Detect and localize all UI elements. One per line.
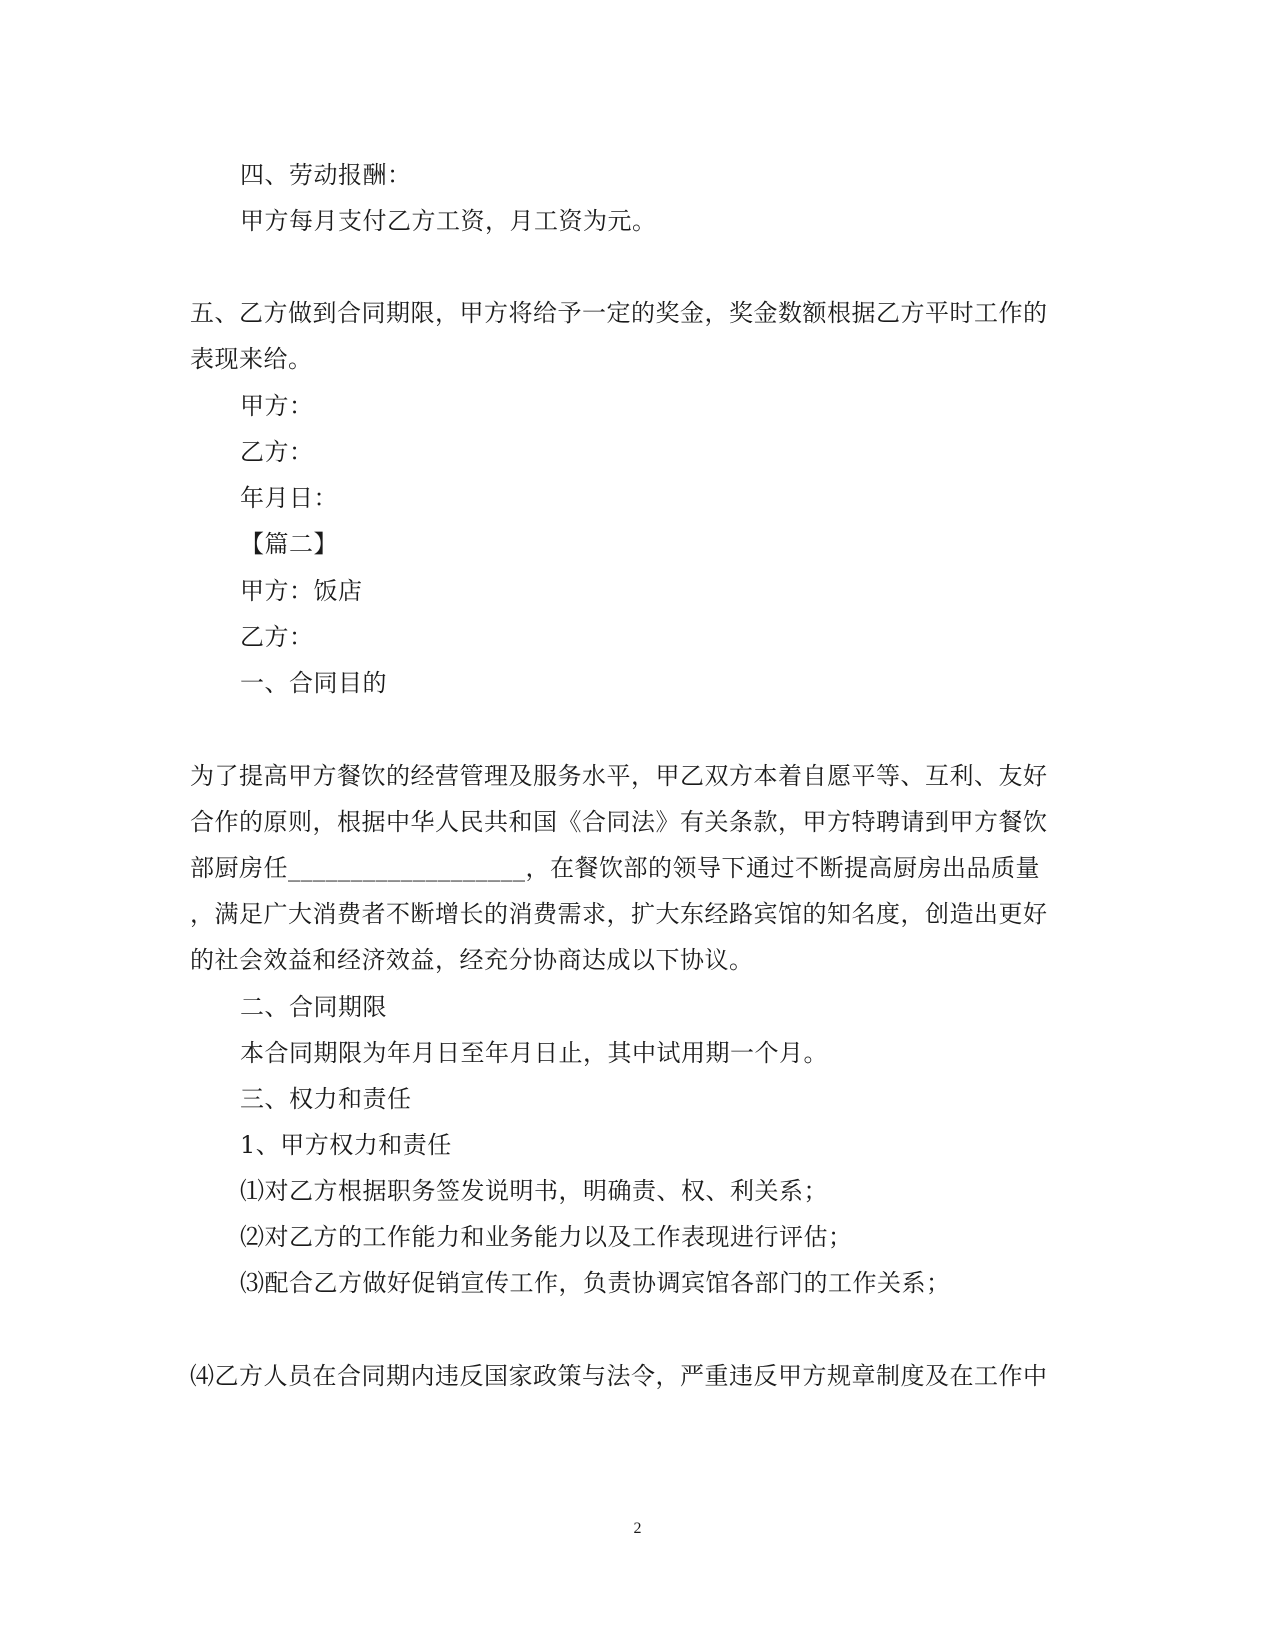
purpose-line-3: 部厨房任___________________，在餐饮部的领导下通过不断提高厨房出品质量 — [190, 854, 1040, 882]
rights-heading: 三、权力和责任 — [240, 1085, 412, 1113]
party-a-rights-heading: 1、甲方权力和责任 — [240, 1131, 452, 1159]
term-heading: 二、合同期限 — [240, 993, 387, 1021]
party-a-line: 甲方：饭店 — [240, 577, 363, 605]
page-number: 2 — [633, 1520, 642, 1537]
party-b-line: 乙方： — [240, 623, 314, 651]
rights-item-2: ⑵对乙方的工作能力和业务能力以及工作表现进行评估； — [240, 1223, 853, 1251]
purpose-heading: 一、合同目的 — [240, 669, 387, 697]
purpose-line-4: ，满足广大消费者不断增长的消费需求，扩大东经路宾馆的知名度，创造出更好 — [190, 900, 1048, 928]
purpose-line-5: 的社会效益和经济效益，经充分协商达成以下协议。 — [190, 946, 754, 974]
party-b-signature: 乙方： — [240, 438, 314, 466]
party-a-signature: 甲方： — [240, 392, 314, 420]
date-line: 年月日： — [240, 484, 338, 512]
purpose-line-1: 为了提高甲方餐饮的经营管理及服务水平，甲乙双方本着自愿平等、互利、友好 — [190, 762, 1048, 790]
part-two-heading: 【篇二】 — [240, 530, 338, 558]
section-4-body: 甲方每月支付乙方工资，月工资为元。 — [240, 207, 657, 235]
section-5-line-2: 表现来给。 — [190, 345, 313, 373]
rights-item-4: ⑷乙方人员在合同期内违反国家政策与法令，严重违反甲方规章制度及在工作中 — [190, 1362, 1048, 1390]
purpose-line-2: 合作的原则，根据中华人民共和国《合同法》有关条款，甲方特聘请到甲方餐饮 — [190, 808, 1048, 836]
rights-item-3: ⑶配合乙方做好促销宣传工作，负责协调宾馆各部门的工作关系； — [240, 1269, 951, 1297]
rights-item-1: ⑴对乙方根据职务签发说明书，明确责、权、利关系； — [240, 1177, 828, 1205]
section-5-line-1: 五、乙方做到合同期限，甲方将给予一定的奖金，奖金数额根据乙方平时工作的 — [190, 299, 1048, 327]
term-body: 本合同期限为年月日至年月日止，其中试用期一个月。 — [240, 1039, 828, 1067]
section-4-heading: 四、劳动报酬： — [240, 161, 412, 189]
